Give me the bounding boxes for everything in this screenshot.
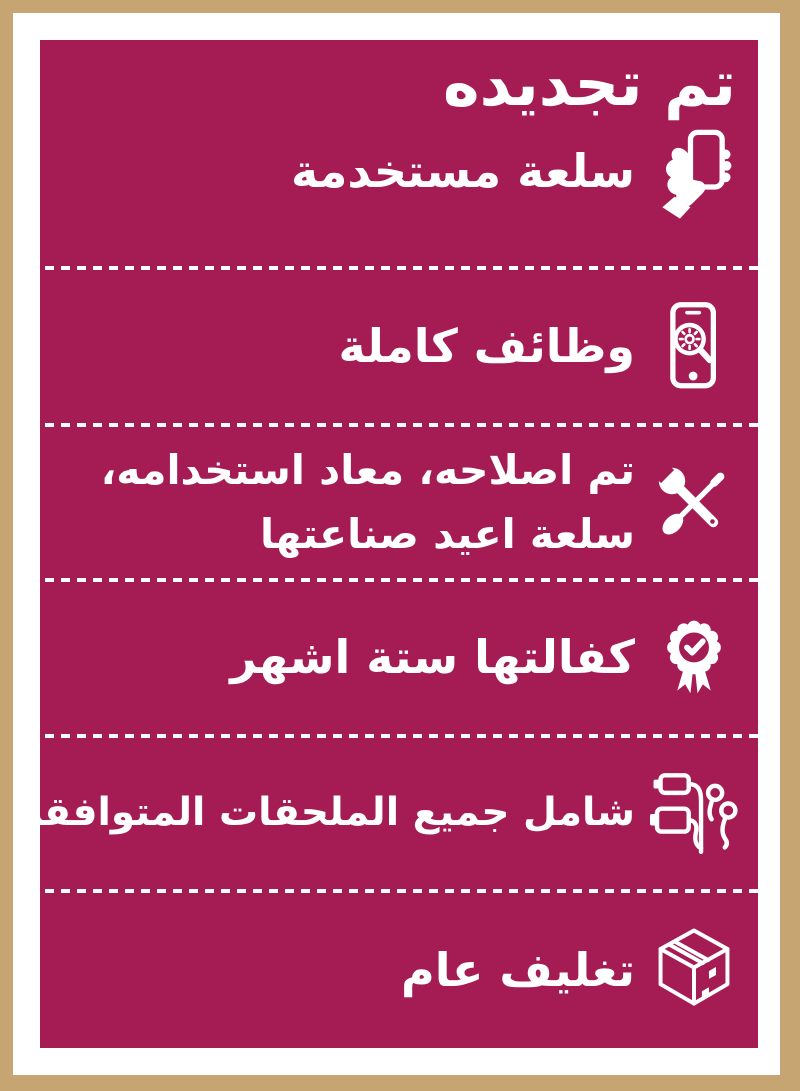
feature-panel (20, 40, 758, 1048)
feature-row-full-functions (40, 298, 758, 396)
section-repaired (40, 427, 758, 578)
warranty-badge-icon (650, 609, 738, 707)
feature-row-repaired (40, 439, 758, 566)
section-packaging (40, 893, 758, 1048)
package-box-icon (650, 922, 738, 1020)
section-accessories (20, 738, 758, 889)
phone-diagnostics-icon (650, 298, 738, 396)
feature-label: تم اصلاحه، معاد استخدامه، سلعة اعيد صناعتها (100, 445, 635, 558)
hand-holding-phone-icon (650, 123, 738, 221)
feature-row-packaging (40, 922, 758, 1020)
feature-label: سلعة مستخدمة (290, 144, 635, 199)
feature-row-used-item (40, 123, 758, 221)
panel-title: تم تجديده (443, 47, 736, 120)
feature-label: شامل جميع الملحقات المتوافقة (20, 790, 635, 836)
section-renewed (40, 40, 758, 266)
feature-label: كفالتها ستة اشهر (230, 630, 635, 685)
accessories-cables-earbuds-icon (650, 765, 738, 863)
feature-label: وظائف كاملة (338, 318, 635, 373)
repair-tools-icon (650, 454, 738, 552)
section-full-functions (40, 270, 758, 423)
feature-label: تغليف عام (401, 942, 635, 997)
section-warranty (40, 582, 758, 734)
feature-row-warranty (40, 609, 758, 707)
feature-row-accessories (20, 765, 758, 863)
